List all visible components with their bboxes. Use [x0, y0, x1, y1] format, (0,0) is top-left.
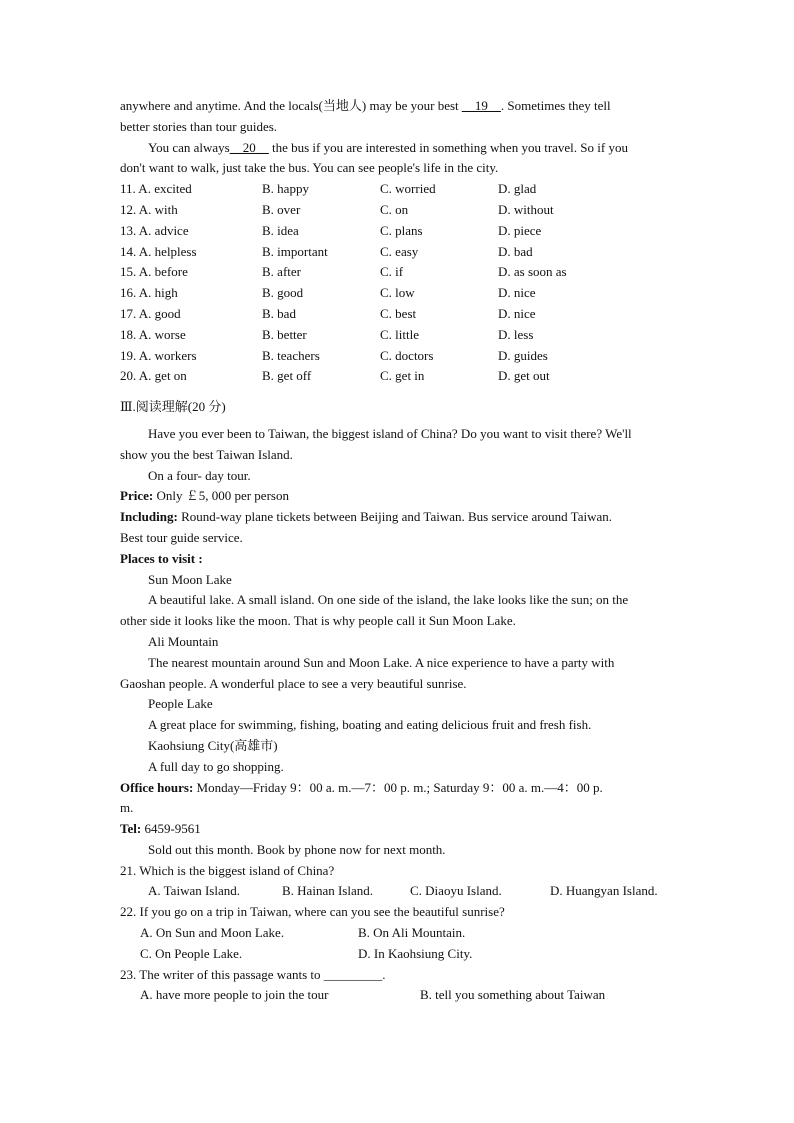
- option-a: 14. A. helpless: [120, 243, 197, 259]
- option-a: 17. A. good: [120, 305, 181, 321]
- tel-label: Tel:: [120, 821, 142, 837]
- option-b: B. tell you something about Taiwan: [420, 987, 606, 1003]
- option-d: D. In Kaohsiung City.: [358, 945, 473, 961]
- option-b: B. important: [262, 243, 328, 259]
- question-end: .: [382, 966, 386, 982]
- option-a: A. have more people to join the tour: [140, 987, 329, 1003]
- option-row-20: [120, 366, 675, 387]
- option-a: 13. A. advice: [120, 222, 189, 238]
- question-21: 21. Which is the biggest island of China?: [120, 862, 335, 878]
- place-name: Sun Moon Lake: [148, 571, 232, 587]
- section-heading: Ⅲ.阅读理解(20 分): [120, 399, 226, 415]
- place-desc: other side it looks like the moon. That is why people call it Sun Moon Lake.: [120, 613, 516, 629]
- option-b: B. idea: [262, 222, 299, 238]
- reading-intro-2: show you the best Taiwan Island.: [120, 446, 293, 462]
- option-b: B. On Ali Mountain.: [358, 925, 466, 941]
- text: anywhere and anytime. And the locals(当地人) may be your best: [120, 98, 462, 113]
- option-c: C. doctors: [380, 347, 434, 363]
- blank-20: __20__: [229, 139, 269, 155]
- option-c: C. get in: [380, 368, 425, 384]
- option-row-12: [120, 200, 675, 221]
- option-c: C. On People Lake.: [140, 945, 243, 961]
- including-line-2: Best tour guide service.: [120, 529, 243, 545]
- option-row-15: [120, 262, 675, 283]
- office-value: Monday—Friday 9：00 a. m.—7：00 p. m.; Saturday 9：00 a. m.—4：00 p.: [193, 779, 603, 795]
- option-a: 11. A. excited: [120, 181, 192, 197]
- including-label: Including:: [120, 509, 178, 525]
- text: the bus if you are interested in something when you travel. So if you: [268, 139, 628, 155]
- option-a: 16. A. high: [120, 285, 178, 301]
- option-c: C. if: [380, 264, 404, 280]
- option-a: A. Taiwan Island.: [148, 883, 240, 899]
- option-d: D. nice: [498, 305, 536, 321]
- office-label: Office hours:: [120, 779, 194, 795]
- option-row-14: [120, 242, 675, 263]
- reading-intro-1: Have you ever been to Taiwan, the biggest island of China? Do you want to visit there? We'll: [148, 425, 632, 441]
- option-a: 18. A. worse: [120, 326, 186, 342]
- option-row-11: [120, 179, 675, 200]
- option-d: D. guides: [498, 347, 548, 363]
- place-name: People Lake: [148, 696, 213, 712]
- option-c: C. easy: [380, 243, 419, 259]
- option-a: 15. A. before: [120, 264, 188, 280]
- question-22-options-ab: [120, 923, 675, 944]
- option-b: B. happy: [262, 181, 309, 197]
- blank-19: __19__: [461, 98, 501, 113]
- answer-blank: _________: [323, 966, 383, 982]
- question-23-options: [120, 985, 675, 1006]
- price-label: Price:: [120, 488, 154, 504]
- option-d: D. less: [498, 326, 534, 342]
- place-desc: A full day to go shopping.: [148, 758, 284, 774]
- option-b: B. over: [262, 201, 301, 217]
- question-text: 23. The writer of this passage wants to: [120, 966, 324, 982]
- question-23: [120, 965, 675, 986]
- office-hours-line-2: m.: [120, 800, 134, 816]
- option-b: B. teachers: [262, 347, 320, 363]
- option-c: C. plans: [380, 222, 423, 238]
- text: You can always: [148, 139, 230, 155]
- option-d: D. get out: [498, 368, 550, 384]
- cloze-line-2: better stories than tour guides.: [120, 118, 278, 134]
- question-22-options-cd: [120, 944, 675, 965]
- cloze-line-4: don't want to walk, just take the bus. You can see people's life in the city.: [120, 160, 499, 176]
- cloze-line-1: [120, 96, 675, 117]
- option-b: B. better: [262, 326, 307, 342]
- tel-value: 6459-9561: [141, 821, 201, 837]
- place-desc: A great place for swimming, fishing, boating and eating delicious fruit and fresh fish.: [148, 717, 592, 733]
- places-label: Places to visit :: [120, 550, 203, 566]
- including-line: [120, 507, 675, 528]
- option-a: 12. A. with: [120, 201, 178, 217]
- option-c: C. best: [380, 305, 417, 321]
- question-22: 22. If you go on a trip in Taiwan, where can you see the beautiful sunrise?: [120, 904, 505, 920]
- option-d: D. as soon as: [498, 264, 567, 280]
- document-page: [120, 96, 675, 1006]
- tel-line: [120, 819, 675, 840]
- option-c: C. Diaoyu Island.: [410, 883, 502, 899]
- question-21-options: [120, 881, 675, 902]
- option-row-17: [120, 304, 675, 325]
- option-b: B. Hainan Island.: [282, 883, 373, 899]
- place-desc: A beautiful lake. A small island. On one side of the island, the lake looks like the sun; on the: [148, 592, 629, 608]
- option-row-16: [120, 283, 675, 304]
- option-d: D. bad: [498, 243, 533, 259]
- place-desc: The nearest mountain around Sun and Moon Lake. A nice experience to have a party with: [148, 654, 615, 670]
- cloze-line-3: [120, 138, 675, 159]
- option-row-19: [120, 346, 675, 367]
- office-hours-line: [120, 778, 675, 799]
- option-a: 19. A. workers: [120, 347, 197, 363]
- option-c: C. on: [380, 201, 409, 217]
- place-desc: Gaoshan people. A wonderful place to see a very beautiful sunrise.: [120, 675, 467, 691]
- reading-tour: On a four- day tour.: [148, 467, 251, 483]
- option-c: C. little: [380, 326, 419, 342]
- price-value: Only ￡5, 000 per person: [153, 488, 289, 504]
- option-a: A. On Sun and Moon Lake.: [140, 925, 285, 941]
- option-a: 20. A. get on: [120, 368, 187, 384]
- option-b: B. bad: [262, 305, 296, 321]
- option-d: D. without: [498, 201, 554, 217]
- text: . Sometimes they tell: [500, 98, 611, 113]
- option-d: D. Huangyan Island.: [550, 883, 658, 899]
- including-value: Round-way plane tickets between Beijing and Taiwan. Bus service around Taiwan.: [177, 509, 612, 525]
- note-line: Sold out this month. Book by phone now for next month.: [148, 841, 446, 857]
- place-name: Ali Mountain: [148, 633, 219, 649]
- option-b: B. good: [262, 285, 304, 301]
- option-b: B. get off: [262, 368, 312, 384]
- option-row-13: [120, 221, 675, 242]
- option-row-18: [120, 325, 675, 346]
- option-b: B. after: [262, 264, 301, 280]
- option-d: D. glad: [498, 181, 537, 197]
- place-name: Kaohsiung City(高雄市): [148, 737, 278, 753]
- option-d: D. piece: [498, 222, 542, 238]
- option-d: D. nice: [498, 285, 536, 301]
- option-c: C. low: [380, 285, 415, 301]
- price-line: [120, 486, 675, 507]
- option-c: C. worried: [380, 181, 436, 197]
